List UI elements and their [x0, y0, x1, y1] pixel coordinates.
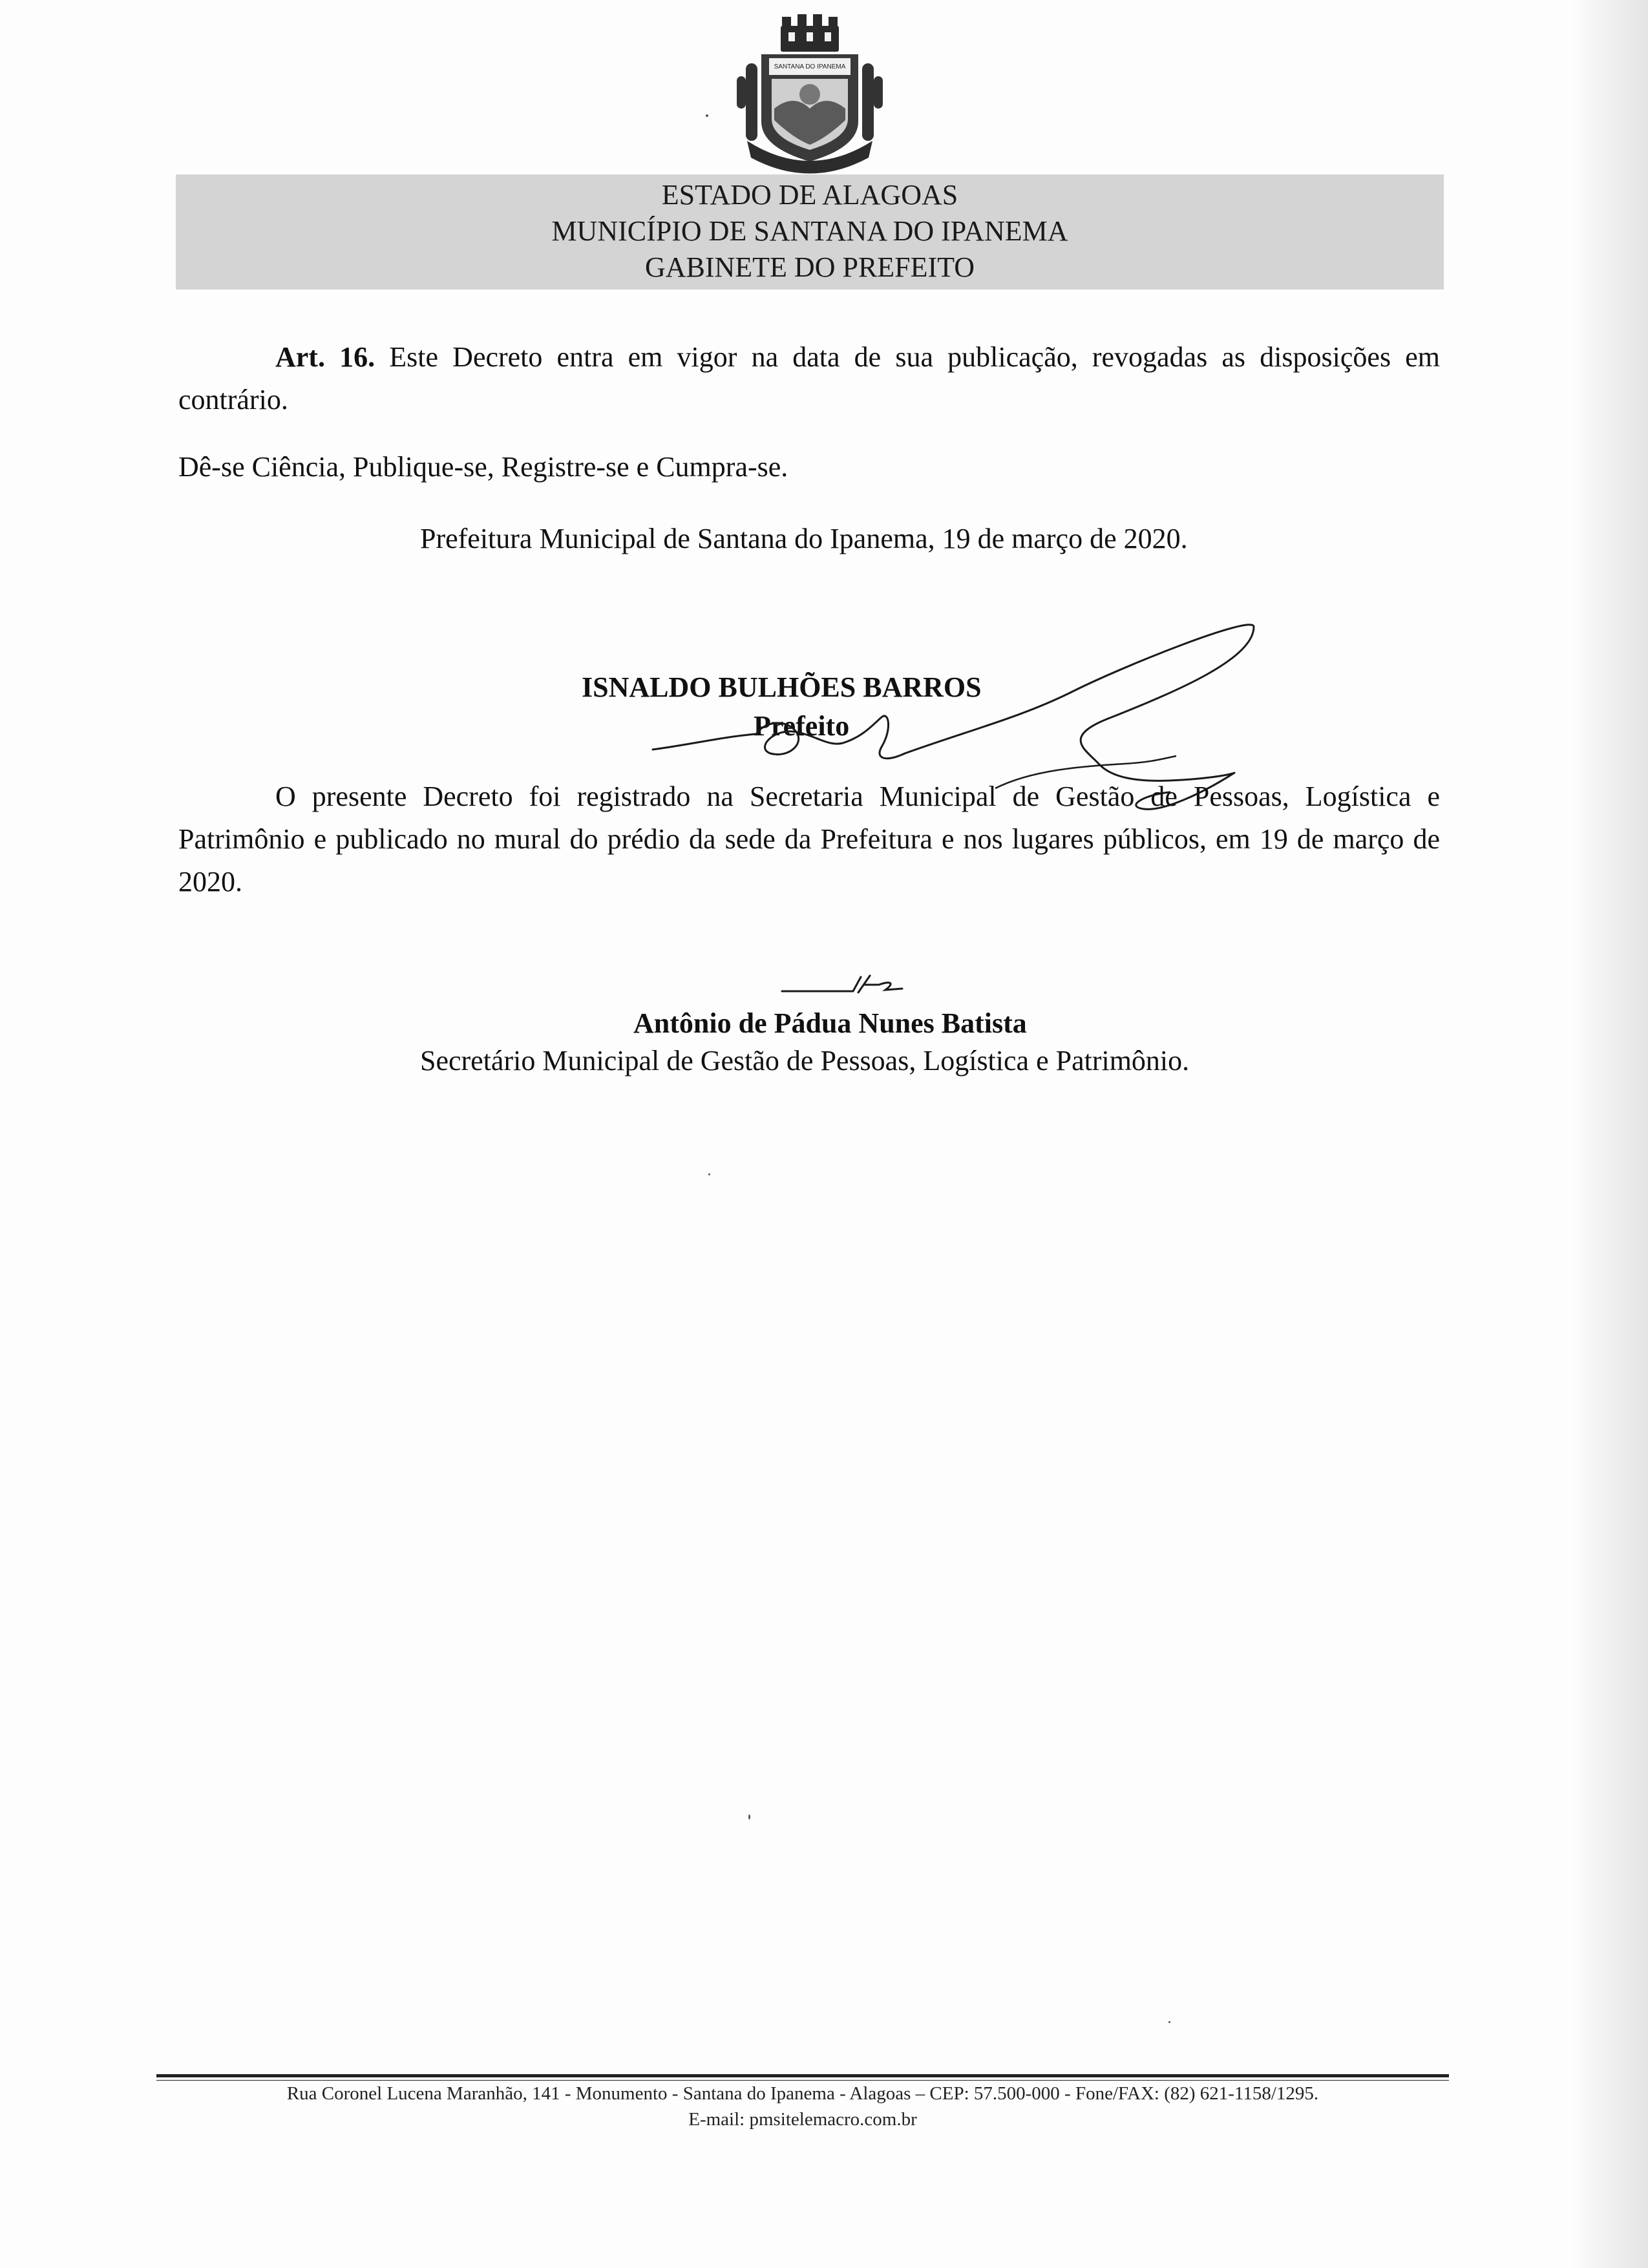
scan-speck: [748, 1814, 750, 1820]
footer: [156, 2081, 1449, 2132]
scan-edge-shadow: [1570, 0, 1648, 2268]
scan-speck: [706, 114, 708, 117]
secretary-name: Antônio de Pádua Nunes Batista: [633, 1007, 1027, 1039]
registration-paragraph: O presente Decreto foi registrado na Secretaria Municipal de Gestão de Pessoas, Logística e Patrimônio e publicado no mural do prédio da sede da Prefeitura e nos lugares públicos, em 19 de março de 2020.: [178, 781, 1440, 898]
footer-email: E-mail: pmsitelemacro.com.br: [688, 2109, 917, 2130]
scan-speck: [708, 1173, 710, 1175]
article-label: Art. 16.: [275, 341, 375, 373]
municipal-coat-of-arms-icon: [735, 12, 884, 176]
place-and-date: Prefeitura Municipal de Santana do Ipanema, 19 de março de 2020.: [420, 523, 1188, 554]
secretary-role: Secretário Municipal de Gestão de Pessoas, Logística e Patrimônio.: [420, 1045, 1190, 1076]
closing-formula: Dê-se Ciência, Publique-se, Registre-se e Cumpra-se.: [178, 451, 788, 483]
header-municipality: MUNICÍPIO DE SANTANA DO IPANEMA: [551, 215, 1068, 247]
header-state: ESTADO DE ALAGOAS: [661, 179, 958, 211]
header-office: GABINETE DO PREFEITO: [644, 251, 975, 283]
article-text: Este Decreto entra em vigor na data de sua publicação, revogadas as disposições em contrário.: [178, 341, 1440, 415]
footer-address: Rua Coronel Lucena Maranhão, 141 - Monumento - Santana do Ipanema - Alagoas – CEP: 57.500-000 - Fone/FAX: (82) 621-1158/1295.: [286, 2083, 1319, 2104]
article-16-paragraph: [178, 336, 1440, 421]
header-band: [176, 174, 1444, 289]
scan-speck: [1168, 2021, 1170, 2023]
mayor-title: Prefeito: [754, 710, 850, 742]
secretary-signature-icon: [776, 961, 918, 1007]
footer-rule: [156, 2074, 1449, 2077]
mayor-name: ISNALDO BULHÕES BARROS: [582, 671, 982, 703]
coat-banner-text: SANTANA DO IPANEMA: [774, 63, 846, 70]
